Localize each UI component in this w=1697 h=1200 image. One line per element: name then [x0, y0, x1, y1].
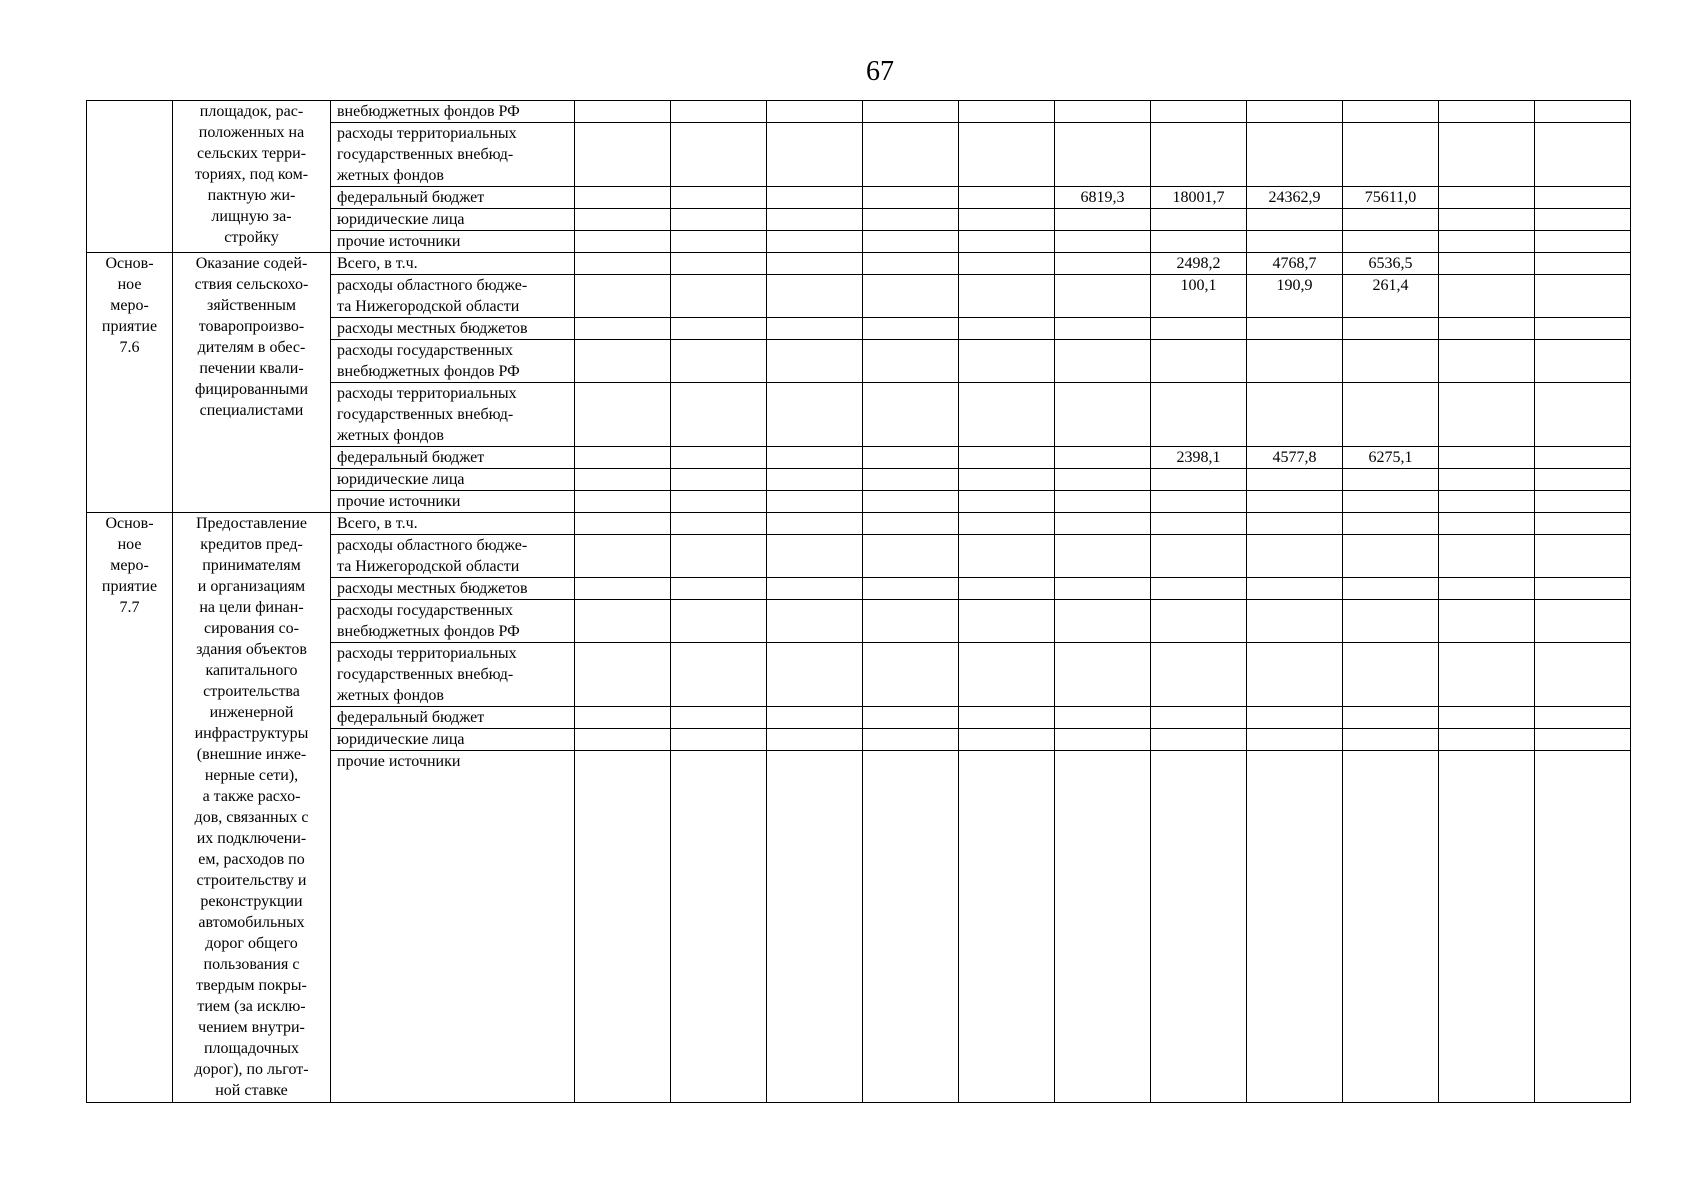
- value-cell: [959, 253, 1055, 275]
- value-cell: [1151, 600, 1247, 643]
- value-cell: [671, 600, 767, 643]
- value-cell: [1535, 318, 1631, 340]
- value-cell: [959, 123, 1055, 187]
- value-cell: [1343, 707, 1439, 729]
- value-cell: [1439, 469, 1535, 491]
- funding-source: расходы государственных внебюджетных фондов РФ: [331, 600, 575, 643]
- value-cell: [1343, 101, 1439, 123]
- value-cell: [1535, 513, 1631, 535]
- funding-source: расходы областного бюдже- та Нижегородской области: [331, 535, 575, 578]
- value-cell: [1247, 729, 1343, 751]
- measure-number: Основ- ное меро- приятие 7.6: [87, 253, 173, 513]
- value-cell: [671, 578, 767, 600]
- value-cell: [863, 447, 959, 469]
- value-cell: [575, 447, 671, 469]
- value-cell: [1151, 751, 1247, 1103]
- value-cell: [863, 383, 959, 447]
- value-cell: 6275,1: [1343, 447, 1439, 469]
- value-cell: [1055, 751, 1151, 1103]
- value-cell: [959, 707, 1055, 729]
- value-cell: [671, 513, 767, 535]
- value-cell: [1535, 447, 1631, 469]
- value-cell: [1535, 535, 1631, 578]
- funding-source: юридические лица: [331, 209, 575, 231]
- value-cell: [1055, 253, 1151, 275]
- measure-number: Основ- ное меро- приятие 7.7: [87, 513, 173, 1103]
- value-cell: [1535, 751, 1631, 1103]
- value-cell: [767, 340, 863, 383]
- value-cell: [1247, 340, 1343, 383]
- value-cell: [1151, 535, 1247, 578]
- value-cell: [863, 209, 959, 231]
- value-cell: 261,4: [1343, 275, 1439, 318]
- funding-source: федеральный бюджет: [331, 707, 575, 729]
- funding-source: расходы территориальных государственных внебюд- жетных фондов: [331, 383, 575, 447]
- value-cell: [575, 751, 671, 1103]
- value-cell: [1247, 383, 1343, 447]
- funding-source: прочие источники: [331, 231, 575, 253]
- value-cell: [959, 751, 1055, 1103]
- value-cell: [575, 643, 671, 707]
- value-cell: [671, 491, 767, 513]
- value-cell: [1151, 101, 1247, 123]
- value-cell: [767, 469, 863, 491]
- funding-source: прочие источники: [331, 751, 575, 1103]
- value-cell: [1247, 578, 1343, 600]
- value-cell: [1151, 318, 1247, 340]
- value-cell: [1439, 209, 1535, 231]
- value-cell: [1343, 600, 1439, 643]
- value-cell: [959, 383, 1055, 447]
- value-cell: [1151, 729, 1247, 751]
- page-number: 67: [866, 56, 894, 87]
- value-cell: [863, 101, 959, 123]
- value-cell: [1439, 383, 1535, 447]
- funding-source: прочие источники: [331, 491, 575, 513]
- value-cell: [1535, 253, 1631, 275]
- value-cell: [767, 491, 863, 513]
- value-cell: [1055, 513, 1151, 535]
- value-cell: [1343, 318, 1439, 340]
- value-cell: [1535, 707, 1631, 729]
- value-cell: [863, 275, 959, 318]
- value-cell: [1343, 729, 1439, 751]
- value-cell: [1247, 513, 1343, 535]
- value-cell: [1151, 123, 1247, 187]
- value-cell: [575, 469, 671, 491]
- measure-name: площадок, рас- положенных на сельских терри- ториях, под ком- пактную жи- лищную за- стройку: [173, 101, 331, 253]
- value-cell: [1535, 383, 1631, 447]
- value-cell: [1151, 231, 1247, 253]
- value-cell: [575, 340, 671, 383]
- funding-source: расходы территориальных государственных внебюд- жетных фондов: [331, 123, 575, 187]
- value-cell: [575, 318, 671, 340]
- value-cell: [1439, 513, 1535, 535]
- value-cell: [767, 751, 863, 1103]
- value-cell: [1535, 209, 1631, 231]
- value-cell: [1343, 578, 1439, 600]
- value-cell: [767, 383, 863, 447]
- value-cell: [671, 123, 767, 187]
- value-cell: [767, 253, 863, 275]
- value-cell: [671, 318, 767, 340]
- value-cell: [575, 231, 671, 253]
- value-cell: [1535, 340, 1631, 383]
- value-cell: [959, 513, 1055, 535]
- value-cell: [1247, 535, 1343, 578]
- value-cell: [767, 447, 863, 469]
- value-cell: 4768,7: [1247, 253, 1343, 275]
- value-cell: [1439, 101, 1535, 123]
- value-cell: [1247, 318, 1343, 340]
- funding-source: расходы областного бюдже- та Нижегородской области: [331, 275, 575, 318]
- value-cell: [863, 600, 959, 643]
- value-cell: [1535, 187, 1631, 209]
- value-cell: [1439, 707, 1535, 729]
- value-cell: [1247, 209, 1343, 231]
- value-cell: 24362,9: [1247, 187, 1343, 209]
- value-cell: [1439, 535, 1535, 578]
- funding-source: Всего, в т.ч.: [331, 513, 575, 535]
- value-cell: [863, 340, 959, 383]
- value-cell: [767, 578, 863, 600]
- value-cell: [575, 600, 671, 643]
- value-cell: [863, 707, 959, 729]
- funding-source: юридические лица: [331, 469, 575, 491]
- value-cell: [767, 209, 863, 231]
- value-cell: [1535, 231, 1631, 253]
- value-cell: [1247, 231, 1343, 253]
- value-cell: [1055, 535, 1151, 578]
- value-cell: 2398,1: [1151, 447, 1247, 469]
- value-cell: [1055, 101, 1151, 123]
- value-cell: [671, 535, 767, 578]
- value-cell: [959, 535, 1055, 578]
- value-cell: [575, 209, 671, 231]
- value-cell: [1055, 469, 1151, 491]
- value-cell: [671, 729, 767, 751]
- table-row: [87, 101, 1631, 123]
- value-cell: [959, 231, 1055, 253]
- value-cell: [767, 275, 863, 318]
- value-cell: [1055, 729, 1151, 751]
- value-cell: [1151, 707, 1247, 729]
- value-cell: [1343, 123, 1439, 187]
- value-cell: [863, 187, 959, 209]
- value-cell: 75611,0: [1343, 187, 1439, 209]
- funding-source: расходы территориальных государственных внебюд- жетных фондов: [331, 643, 575, 707]
- value-cell: [671, 231, 767, 253]
- budget-table: [86, 100, 1631, 1103]
- value-cell: [1439, 187, 1535, 209]
- value-cell: [1439, 253, 1535, 275]
- value-cell: [1055, 318, 1151, 340]
- value-cell: [1343, 751, 1439, 1103]
- value-cell: [1535, 275, 1631, 318]
- value-cell: 4577,8: [1247, 447, 1343, 469]
- value-cell: [767, 535, 863, 578]
- value-cell: [1151, 209, 1247, 231]
- value-cell: [671, 469, 767, 491]
- value-cell: [959, 318, 1055, 340]
- value-cell: [1055, 275, 1151, 318]
- value-cell: [767, 707, 863, 729]
- value-cell: [575, 275, 671, 318]
- measure-number: [87, 101, 173, 253]
- value-cell: [959, 729, 1055, 751]
- value-cell: [575, 187, 671, 209]
- value-cell: [1343, 340, 1439, 383]
- value-cell: [575, 491, 671, 513]
- value-cell: [575, 123, 671, 187]
- value-cell: [671, 275, 767, 318]
- value-cell: [1247, 707, 1343, 729]
- value-cell: [767, 318, 863, 340]
- value-cell: [1535, 600, 1631, 643]
- value-cell: [863, 535, 959, 578]
- value-cell: [1439, 231, 1535, 253]
- value-cell: [959, 447, 1055, 469]
- value-cell: [1055, 123, 1151, 187]
- value-cell: [671, 383, 767, 447]
- value-cell: [1151, 340, 1247, 383]
- value-cell: [1439, 600, 1535, 643]
- value-cell: [1343, 383, 1439, 447]
- value-cell: [1439, 578, 1535, 600]
- value-cell: [863, 578, 959, 600]
- value-cell: [863, 123, 959, 187]
- value-cell: [863, 253, 959, 275]
- value-cell: [767, 231, 863, 253]
- value-cell: [863, 469, 959, 491]
- value-cell: [959, 275, 1055, 318]
- value-cell: [1055, 340, 1151, 383]
- value-cell: [1055, 231, 1151, 253]
- value-cell: [1151, 491, 1247, 513]
- value-cell: [959, 340, 1055, 383]
- value-cell: [863, 231, 959, 253]
- value-cell: [1343, 535, 1439, 578]
- value-cell: [1535, 123, 1631, 187]
- value-cell: [671, 253, 767, 275]
- value-cell: [1535, 729, 1631, 751]
- value-cell: 2498,2: [1151, 253, 1247, 275]
- value-cell: [959, 600, 1055, 643]
- value-cell: [671, 751, 767, 1103]
- value-cell: [575, 578, 671, 600]
- funding-source: внебюджетных фондов РФ: [331, 101, 575, 123]
- value-cell: [959, 491, 1055, 513]
- value-cell: [1247, 751, 1343, 1103]
- value-cell: 6536,5: [1343, 253, 1439, 275]
- table-row: [87, 513, 1631, 535]
- value-cell: [1439, 643, 1535, 707]
- value-cell: [575, 535, 671, 578]
- value-cell: [1055, 209, 1151, 231]
- value-cell: [767, 187, 863, 209]
- value-cell: [959, 643, 1055, 707]
- value-cell: 190,9: [1247, 275, 1343, 318]
- value-cell: [863, 751, 959, 1103]
- table-row: [87, 253, 1631, 275]
- value-cell: [575, 513, 671, 535]
- value-cell: [671, 209, 767, 231]
- value-cell: 100,1: [1151, 275, 1247, 318]
- value-cell: [671, 187, 767, 209]
- value-cell: [1343, 513, 1439, 535]
- value-cell: [1055, 578, 1151, 600]
- funding-source: юридические лица: [331, 729, 575, 751]
- value-cell: [671, 643, 767, 707]
- value-cell: [671, 340, 767, 383]
- measure-name: Предоставление кредитов пред- принимателям и организациям на цели финан- сирования со- здания объектов капитального строительства инженерной инфраструктуры (внешние инже- нерные сети), а также расхо- дов, связанных с их подключени- ем, расходов по строительству и реконструкции автомобильных дорог общего пользования с твердым покры- тием (за исклю- чением внутри- площадочных дорог), по льгот- ной ставке: [173, 513, 331, 1103]
- value-cell: [1247, 600, 1343, 643]
- value-cell: [1535, 643, 1631, 707]
- value-cell: [1247, 469, 1343, 491]
- value-cell: [959, 578, 1055, 600]
- value-cell: [863, 729, 959, 751]
- value-cell: [1439, 340, 1535, 383]
- value-cell: [1535, 101, 1631, 123]
- value-cell: [767, 123, 863, 187]
- value-cell: [1151, 383, 1247, 447]
- value-cell: [575, 253, 671, 275]
- value-cell: [1439, 275, 1535, 318]
- value-cell: [1247, 643, 1343, 707]
- value-cell: [959, 187, 1055, 209]
- value-cell: [1055, 600, 1151, 643]
- value-cell: [575, 101, 671, 123]
- value-cell: [1055, 643, 1151, 707]
- value-cell: [1343, 491, 1439, 513]
- value-cell: [1151, 643, 1247, 707]
- value-cell: [1439, 491, 1535, 513]
- value-cell: [1055, 491, 1151, 513]
- value-cell: [1247, 101, 1343, 123]
- value-cell: [1343, 231, 1439, 253]
- value-cell: [1439, 729, 1535, 751]
- value-cell: [1055, 447, 1151, 469]
- value-cell: [1535, 491, 1631, 513]
- value-cell: [1343, 643, 1439, 707]
- value-cell: [575, 707, 671, 729]
- value-cell: [1535, 469, 1631, 491]
- value-cell: [1343, 469, 1439, 491]
- funding-source: федеральный бюджет: [331, 187, 575, 209]
- funding-source: Всего, в т.ч.: [331, 253, 575, 275]
- value-cell: [959, 101, 1055, 123]
- value-cell: [671, 707, 767, 729]
- value-cell: [1439, 447, 1535, 469]
- value-cell: [863, 513, 959, 535]
- value-cell: [1535, 578, 1631, 600]
- funding-source: расходы государственных внебюджетных фондов РФ: [331, 340, 575, 383]
- measure-name: Оказание содей- ствия сельскохо- зяйственным товаропроизво- дителям в обес- печении квали- фицированными специалистами: [173, 253, 331, 513]
- value-cell: [767, 729, 863, 751]
- value-cell: [959, 469, 1055, 491]
- value-cell: [1247, 491, 1343, 513]
- funding-source: федеральный бюджет: [331, 447, 575, 469]
- value-cell: [1151, 578, 1247, 600]
- value-cell: [671, 447, 767, 469]
- value-cell: [767, 513, 863, 535]
- value-cell: 18001,7: [1151, 187, 1247, 209]
- value-cell: [767, 101, 863, 123]
- value-cell: [1055, 383, 1151, 447]
- value-cell: [1439, 318, 1535, 340]
- value-cell: [1151, 513, 1247, 535]
- value-cell: [767, 643, 863, 707]
- value-cell: [671, 101, 767, 123]
- funding-source: расходы местных бюджетов: [331, 578, 575, 600]
- value-cell: [959, 209, 1055, 231]
- value-cell: 6819,3: [1055, 187, 1151, 209]
- value-cell: [1439, 751, 1535, 1103]
- value-cell: [1247, 123, 1343, 187]
- value-cell: [863, 491, 959, 513]
- value-cell: [863, 318, 959, 340]
- value-cell: [1151, 469, 1247, 491]
- value-cell: [1055, 707, 1151, 729]
- value-cell: [1343, 209, 1439, 231]
- value-cell: [1439, 123, 1535, 187]
- value-cell: [767, 600, 863, 643]
- value-cell: [575, 729, 671, 751]
- value-cell: [863, 643, 959, 707]
- value-cell: [575, 383, 671, 447]
- funding-source: расходы местных бюджетов: [331, 318, 575, 340]
